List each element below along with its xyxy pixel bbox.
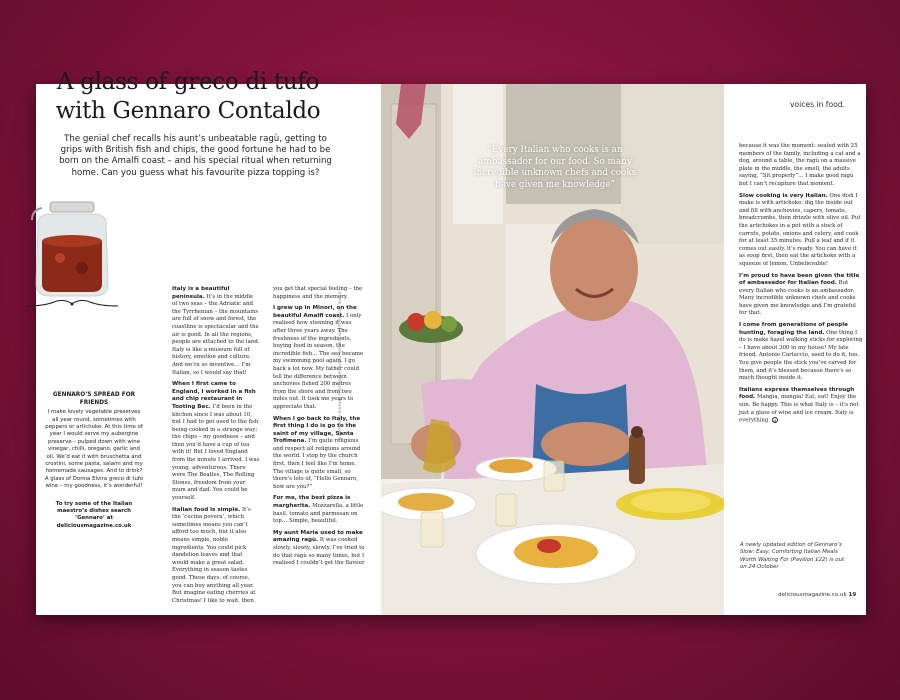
sidebar-heading: GENNARO’S SPREAD FOR FRIENDS — [52, 392, 136, 406]
column-2 — [273, 286, 365, 572]
photo-credit: WORDS KATE BROWN. PHOTOGRAPH DAVID LOFTUS. INTERVIEW SUE QUINN — [338, 291, 342, 440]
pull-quote: “Every Italian who cooks is an ambassador for our food. So many incredible unknown chefs and cooks have given me knowledge” — [473, 145, 637, 190]
sidebar-body: I make lovely vegetable preserves all year round, sometimes with peppers or artichoke. At this time of year I would serve my aubergine preserve – pulped down with wine vinegar, chilli, oregano, garlic and oil. We’d eat it with bruschetta and crostini, some pasta, salami and my homemade sausages. And to drink? A glass of Donna Elvira greco di tufo wine – my goodness, it’s wonderful! — [44, 409, 144, 490]
paragraph: I come from generations of people hunting, foraging the land. One thing I do is make hazel walking sticks for exploring – I have about 300 in my house! My late friend, Antonio Carluccio, used to do it, too. You give people the stick you’ve carved for them, and it’s blessed because there’s so much thought inside it. — [739, 322, 863, 382]
sidebar-tip: To try some of the Italian maestro’s dishes search ‘Gennaro’ at deliciousmagazine.co.uk — [55, 500, 133, 529]
sidebar-box — [44, 392, 144, 530]
preserve-jar-icon — [30, 196, 112, 300]
paragraph: Italy is a beautiful peninsula. It’s in the middle of two seas – the Adriatic and the Tyrrhenian – the mountains are full of snow and forest, the coastline is spectacular and the air is good. In all the regions, people are attached to the land. Italy is like a museum full of history, emotion and culture. And we’re so inventive… I’m Italian, so I would say that! — [172, 286, 260, 376]
paragraph: When I first came to England, I worked in a fish and chip restaurant in Tooting Bec. I’d been in the kitchen since I was about 10, but I had to get used to the fish being cooked in a strange way; the chips – my goodness – and then you’d have a cup of tea with it! But I loved England from the minute I arrived. I was young, adventurous. There were The Beatles, The Rolling Stones, freedom from your mum and dad. You could be yourself. — [172, 381, 260, 502]
paragraph: because it was the moment: seated with 25 members of the family, including a cat and a dog, around a table, the ragù on a massive plate in the middle, the smell, the adults saying, “Sit properly”… I make good ragù but I can’t recapture that moment. — [739, 143, 861, 187]
folio-site: deliciousmagazine.co.uk — [778, 592, 847, 598]
page-folio — [778, 592, 856, 598]
paragraph: Slow cooking is very Italian. One dish I make is with artichoke: dig the inside out and fill with anchovies, capers, tomato, breadcrumbs, then drizzle with olive oil. Put the artichokes in a pot with a stock of carrots, potato, onions and celery, and cook for at least 35 minutes. Pull a leaf and if it comes out easily, it’s ready. You can have it as soup first, then eat the artichoke with a squeeze of lemon. Unbelievable! — [739, 192, 861, 267]
paragraph: Italians express themselves through food. Mangia, mangia! Eat, eat! Enjoy the sun. Be happy. This is what Italy is – it’s not just a glass of wine and ice cream. Italy is everything. d — [739, 386, 859, 424]
end-mark-icon: d — [773, 418, 777, 424]
paragraph: I grew up in Minori, on the beautiful Amalfi coast. I only realised how stunning it was after three years away. The freshness of the ingredients, buying food in season, the incredible fish… The sea became my swimming pool again. I go back a lot now. My father could tell the difference between anchovies fished 200 metres from the shore and from two miles out. It took me years to appreciate that. — [273, 305, 364, 410]
section-tag: voices in food. — [790, 100, 846, 109]
paragraph: Italian food is simple. It’s the ‘cucina povera’, which sometimes means you can’t afford too much, but it also means simple, noble ingredients. You could pick dandelion leaves and that would make a great salad. Everything in season tastes good. These days, of course, you can buy anything all year. But imagine eating cherries at Christmas! I like to wait, then — [172, 506, 256, 604]
paragraph: I’m proud to have been given the title of ambassador for Italian food. But every Italian who cooks is an ambassador. Many incredible unknown chefs and cooks have given me knowledge and I’m grateful for that. — [739, 272, 860, 317]
paragraph: When I go back to Italy, the first thing I do is go to the saint of my village, Santa Trofimena. I’m quite religious and respect all religions around the world. I stop by the church first, then I feel like I’m home. The village is quite small, so there’s lots of, “Hello Gennaro, how are you?” — [273, 415, 361, 490]
paragraph: My aunt Maria used to make amazing ragù. It was cooked slowly, slowly, slowly. I’ve tried to do that ragù so many times, but I realised I couldn’t get the flavour — [273, 529, 365, 567]
article-standfirst: The genial chef recalls his aunt’s unbeatable ragù, getting to grips with British fish and chips, the good fortune he had to be born on the Amalfi coast – and his special ritual when returning home. Can you guess what his favourite pizza topping is? — [59, 134, 332, 178]
paragraph: you get that special feeling – the happiness and the memory. — [273, 286, 363, 300]
decorative-swirl-icon — [24, 296, 120, 310]
column-1 — [172, 286, 260, 609]
book-note: A newly updated edition of Gennaro’s Slow: Easy, Comforting Italian Meals Worth Waiting For (Pavilion £22) is out on 24 October — [740, 542, 845, 571]
column-3 — [739, 143, 864, 429]
article-headline: A glass of greco di tufo with Gennaro Contaldo — [55, 69, 321, 124]
folio-page-number: 19 — [848, 592, 857, 598]
paragraph: For me, the best pizza is margherita. Mozzarella, a little basil, tomato and parmesan on top… Simple, beautiful. — [273, 495, 364, 525]
